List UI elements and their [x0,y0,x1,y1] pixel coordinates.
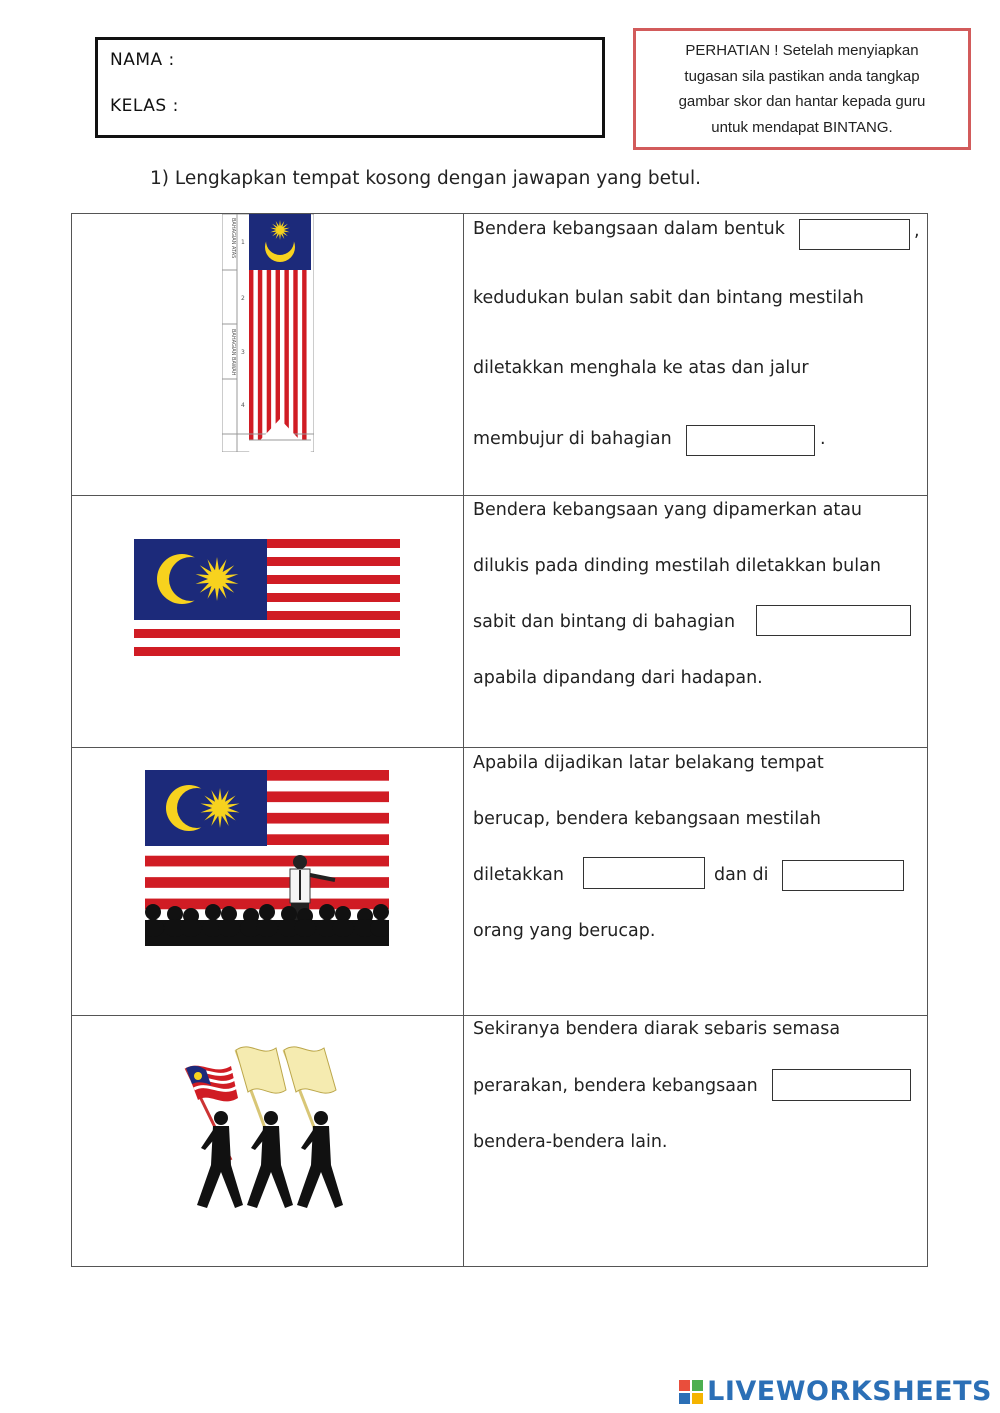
logo-icon [679,1380,703,1404]
answer-blank-6[interactable] [772,1069,911,1101]
row-divider [72,1015,927,1016]
malaysia-flag-image [134,539,400,665]
column-divider [463,214,464,1266]
notice-line: gambar skor dan hantar kepada guru [678,93,926,110]
name-label: NAMA : [110,50,175,70]
class-label: KELAS : [110,96,179,116]
row-divider [72,495,927,496]
label-bottom: BAHAGIAN BAWAH [230,329,236,376]
vertical-flag-diagram [222,214,314,452]
label-top: BAHAGIAN ATAS [230,218,236,259]
notice-line: tugasan sila pastikan anda tangkap [684,67,920,85]
exercise-table [71,213,928,1267]
row3-line3: diletakkan [473,865,564,885]
row3-line4: orang yang berucap. [473,921,656,941]
row4-line2: perarakan, bendera kebangsaan [473,1076,758,1096]
row1-comma: , [914,221,920,241]
speech-backdrop-image [145,770,389,946]
brand-text: LIVEWORKSHEETS [707,1376,992,1407]
section-number: 2 [241,295,245,302]
row-divider [72,747,927,748]
row4-line3: bendera-bendera lain. [473,1132,668,1152]
row1-line2: kedudukan bulan sabit dan bintang mestilah [473,288,864,308]
row1-period: . [820,429,826,449]
answer-blank-2[interactable] [686,425,815,456]
row2-line2: dilukis pada dinding mestilah diletakkan bulan [473,556,881,576]
question-heading: 1) Lengkapkan tempat kosong dengan jawapan yang betul. [150,168,701,189]
row3-line3b: dan di [714,865,769,885]
student-info-box [95,37,605,138]
row3-line2: berucap, bendera kebangsaan mestilah [473,809,821,829]
notice-line: untuk mendapat BINTANG. [711,118,893,136]
answer-blank-4[interactable] [583,857,705,889]
row1-line3: diletakkan menghala ke atas dan jalur [473,358,809,378]
row4-line1: Sekiranya bendera diarak sebaris semasa [473,1019,841,1039]
notice-box [633,28,971,150]
section-number: 4 [241,402,245,409]
liveworksheets-logo [679,1376,992,1407]
section-number: 3 [241,349,245,356]
row2-line1: Bendera kebangsaan yang dipamerkan atau [473,500,863,520]
answer-blank-3[interactable] [756,605,911,636]
row2-line4: apabila dipandang dari hadapan. [473,668,763,688]
row3-line1: Apabila dijadikan latar belakang tempat [473,753,824,773]
notice-line: PERHATIAN ! Setelah menyiapkan [685,42,919,59]
answer-blank-1[interactable] [799,219,910,250]
section-number: 1 [241,239,245,246]
row1-line4: membujur di bahagian [473,429,672,449]
row1-line1: Bendera kebangsaan dalam bentuk [473,219,785,239]
parade-image [176,1040,358,1216]
row2-line3: sabit dan bintang di bahagian [473,612,736,632]
answer-blank-5[interactable] [782,860,904,891]
